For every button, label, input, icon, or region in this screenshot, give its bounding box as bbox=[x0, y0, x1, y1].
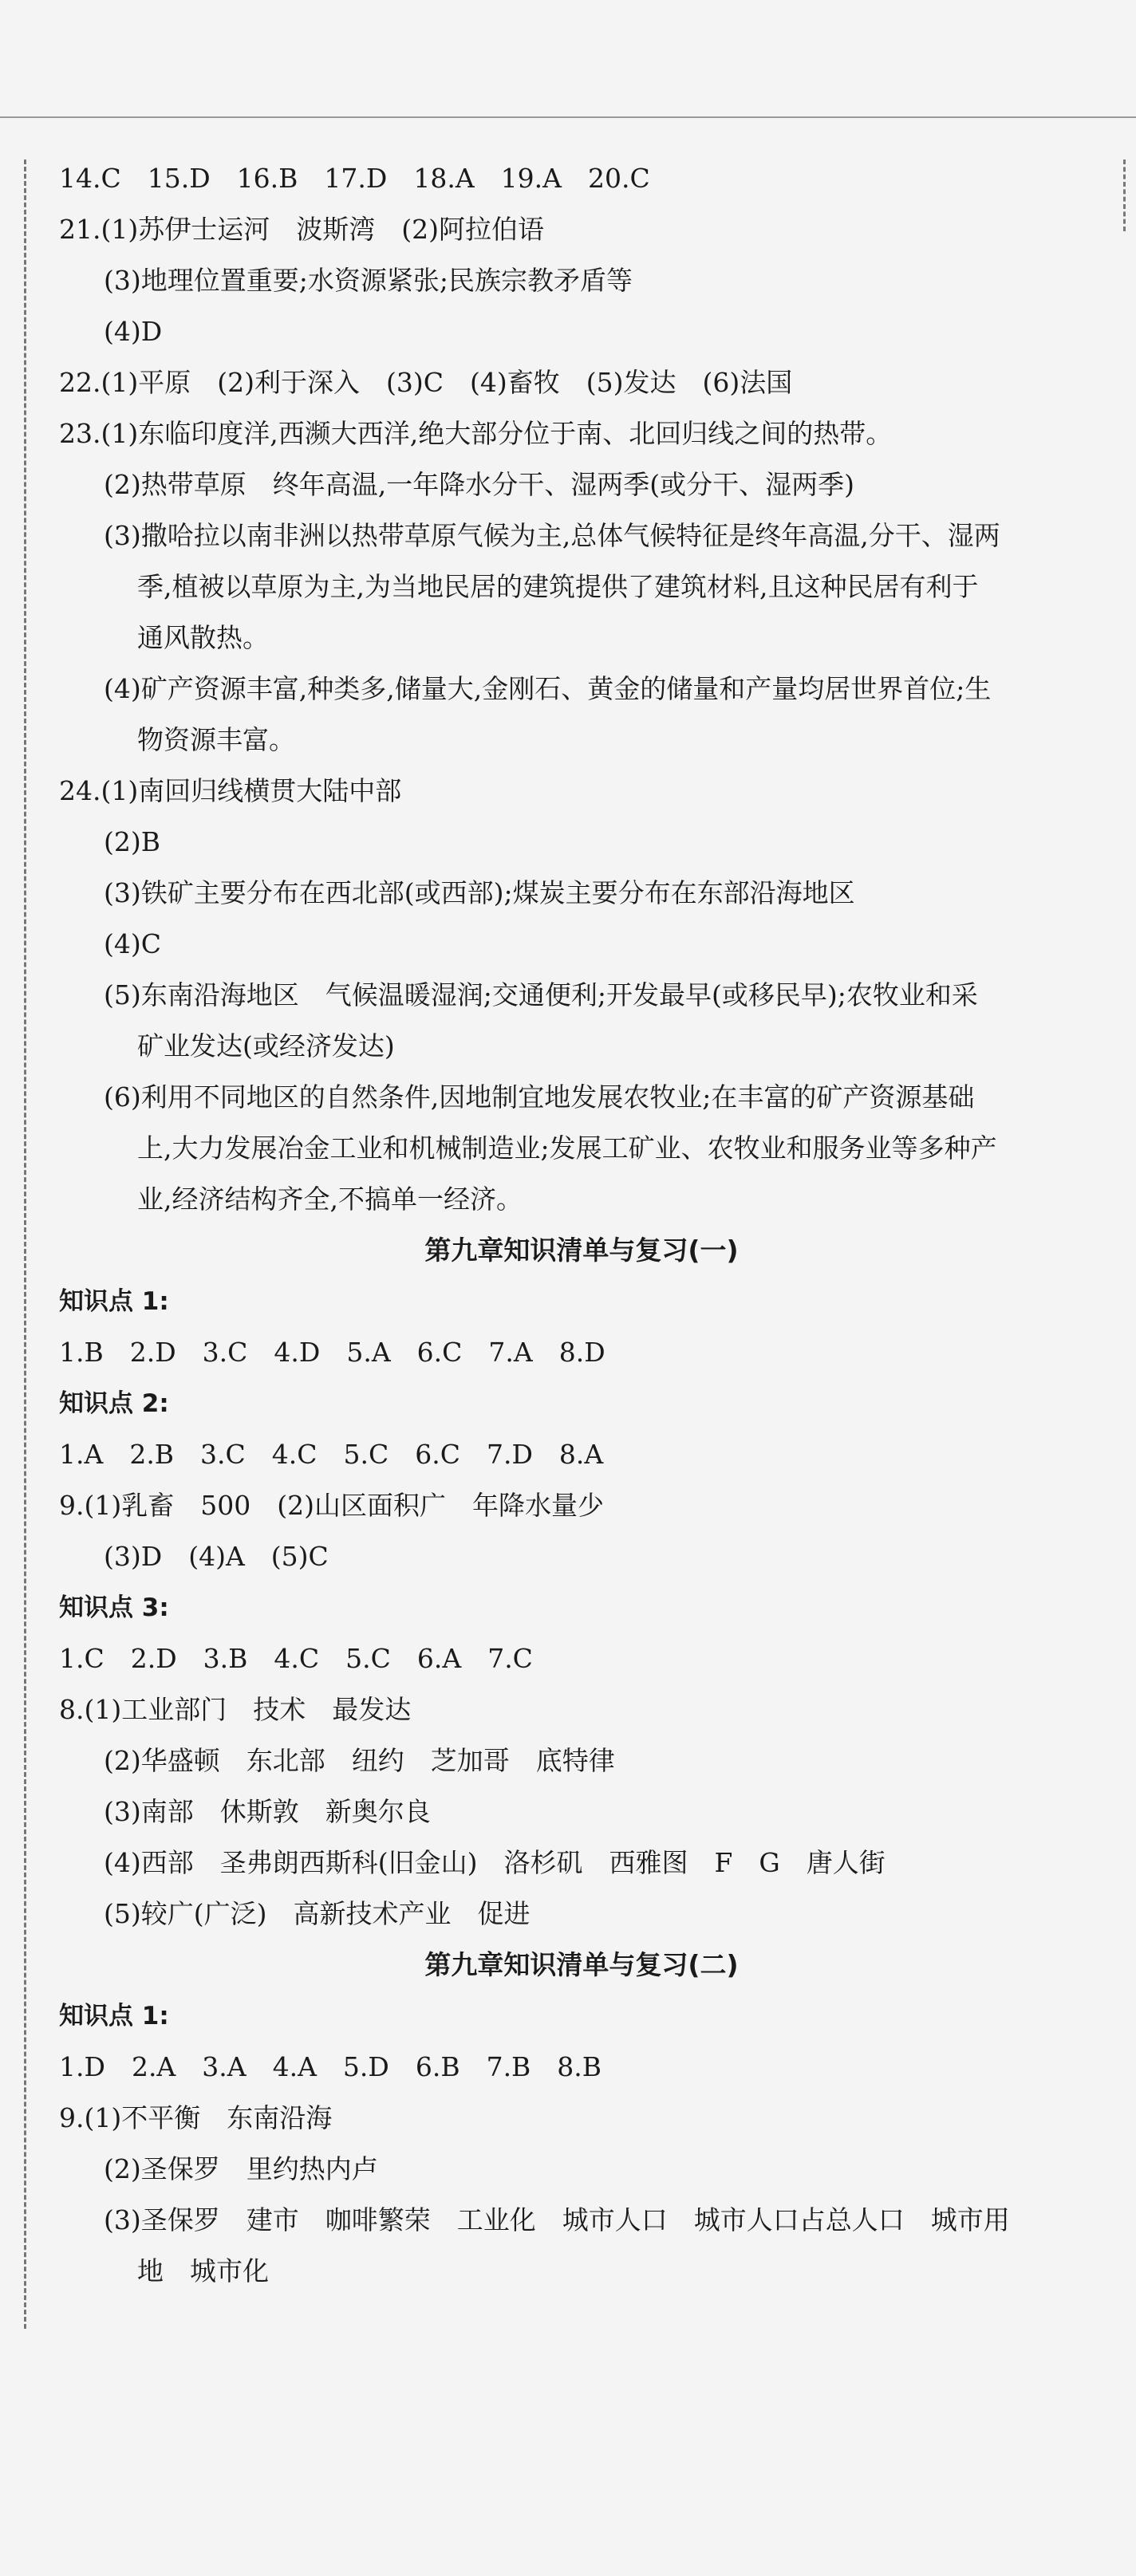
answer-line: 9.(1)不平衡 东南沿海 bbox=[59, 2102, 333, 2133]
answer-line: (4)D bbox=[104, 316, 163, 347]
section-title: 第九章知识清单与复习(二) bbox=[424, 1949, 739, 1980]
answer-line: (3)撒哈拉以南非洲以热带草原气候为主,总体气候特征是终年高温,分干、湿两 bbox=[104, 520, 1000, 551]
section-title: 第九章知识清单与复习(一) bbox=[424, 1235, 739, 1266]
answer-line: (3)D (4)A (5)C bbox=[104, 1541, 329, 1572]
answer-line: (2)热带草原 终年高温,一年降水分干、湿两季(或分干、湿两季) bbox=[104, 469, 854, 500]
top-divider bbox=[0, 116, 1136, 118]
answer-line: 1.A 2.B 3.C 4.C 5.C 6.C 7.D 8.A bbox=[59, 1439, 604, 1470]
answer-line: (3)地理位置重要;水资源紧张;民族宗教矛盾等 bbox=[104, 265, 633, 296]
answer-line: (3)南部 休斯敦 新奥尔良 bbox=[104, 1796, 431, 1827]
answer-line: 矿业发达(或经济发达) bbox=[137, 1030, 395, 1062]
answer-line: (4)矿产资源丰富,种类多,储量大,金刚石、黄金的储量和产量均居世界首位;生 bbox=[104, 673, 992, 704]
answer-line: 9.(1)乳畜 500 (2)山区面积广 年降水量少 bbox=[59, 1490, 604, 1521]
answer-line: (4)西部 圣弗朗西斯科(旧金山) 洛杉矶 西雅图 F G 唐人街 bbox=[104, 1847, 886, 1878]
answer-line: 上,大力发展冶金工业和机械制造业;发展工矿业、农牧业和服务业等多种产 bbox=[137, 1132, 997, 1164]
answer-line: 通风散热。 bbox=[137, 622, 269, 653]
answer-line: 8.(1)工业部门 技术 最发达 bbox=[59, 1694, 412, 1725]
answer-line: 物资源丰富。 bbox=[137, 724, 295, 755]
answer-line: (3)圣保罗 建市 咖啡繁荣 工业化 城市人口 城市人口占总人口 城市用 bbox=[104, 2204, 1010, 2235]
knowledge-point-label: 知识点 3: bbox=[59, 1593, 169, 1622]
knowledge-point-label: 知识点 1: bbox=[59, 2002, 169, 2030]
left-dashed-margin bbox=[24, 160, 26, 2329]
answer-line: 1.B 2.D 3.C 4.D 5.A 6.C 7.A 8.D bbox=[59, 1337, 605, 1368]
answer-line: (4)C bbox=[104, 928, 161, 959]
answer-line: (2)华盛顿 东北部 纽约 芝加哥 底特律 bbox=[104, 1745, 615, 1776]
answer-line: (2)圣保罗 里约热内卢 bbox=[104, 2153, 378, 2184]
knowledge-point-label: 知识点 1: bbox=[59, 1287, 169, 1316]
answer-line: 21.(1)苏伊士运河 波斯湾 (2)阿拉伯语 bbox=[59, 214, 544, 245]
answer-line: (5)东南沿海地区 气候温暖湿润;交通便利;开发最早(或移民早);农牧业和采 bbox=[104, 979, 978, 1010]
answer-line: 1.D 2.A 3.A 4.A 5.D 6.B 7.B 8.B bbox=[59, 2051, 602, 2082]
answer-line: 22.(1)平原 (2)利于深入 (3)C (4)畜牧 (5)发达 (6)法国 bbox=[59, 367, 793, 398]
answer-line: (5)较广(广泛) 高新技术产业 促进 bbox=[104, 1898, 531, 1929]
answer-line: 24.(1)南回归线横贯大陆中部 bbox=[59, 775, 402, 806]
answer-line: (3)铁矿主要分布在西北部(或西部);煤炭主要分布在东部沿海地区 bbox=[104, 877, 855, 908]
answer-line: 季,植被以草原为主,为当地民居的建筑提供了建筑材料,且这种民居有利于 bbox=[137, 571, 979, 602]
answer-line: 14.C 15.D 16.B 17.D 18.A 19.A 20.C bbox=[59, 163, 650, 194]
answer-line: 1.C 2.D 3.B 4.C 5.C 6.A 7.C bbox=[59, 1643, 533, 1674]
right-dashed-margin bbox=[1123, 160, 1126, 231]
answer-line: 地 城市化 bbox=[137, 2255, 269, 2286]
answer-line: 业,经济结构齐全,不搞单一经济。 bbox=[137, 1184, 523, 1215]
knowledge-point-label: 知识点 2: bbox=[59, 1389, 169, 1418]
answer-line: 23.(1)东临印度洋,西濒大西洋,绝大部分位于南、北回归线之间的热带。 bbox=[59, 418, 893, 449]
answer-line: (6)利用不同地区的自然条件,因地制宜地发展农牧业;在丰富的矿产资源基础 bbox=[104, 1081, 975, 1113]
answer-line: (2)B bbox=[104, 826, 160, 857]
answer-content bbox=[59, 160, 1104, 2303]
